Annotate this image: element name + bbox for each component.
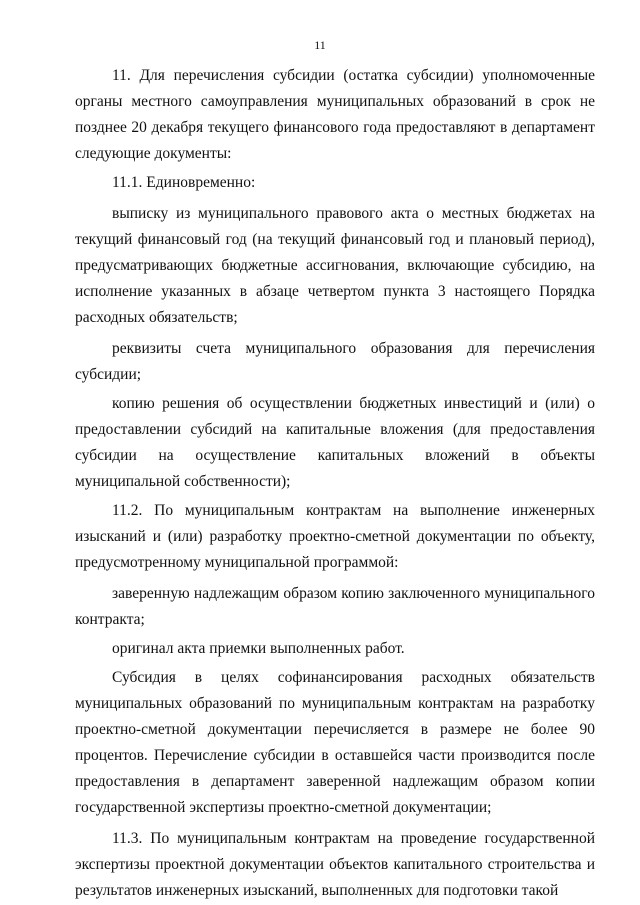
paragraph-11: 11. Для перечисления субсидии (остатка субсидии) уполномоченные органы местного самоуправления муниципальных образований в срок не позднее 20 декабря текущего финансового года предоставляют в департамент следующие документы: [75, 67, 595, 162]
paragraph-budget-extract: выписку из муниципального правового акта о местных бюджетах на текущий финансовый год (на текущий финансовый год и плановый период), предусматривающих бюджетные ассигнования, включающие субсидию, на исполнение указанных в абзаце четвертом пункта 3 настоящего Порядка расходных обязательств; [75, 205, 595, 326]
document-body [75, 63, 595, 904]
page-number: 11 [314, 38, 326, 52]
paragraph-bank-details: реквизиты счета муниципального образования для перечисления субсидии; [75, 340, 595, 383]
paragraph-subsidy-cofinancing: Субсидия в целях софинансирования расходных обязательств муниципальных образований по муниципальным контрактам на разработку проектно-сметной документации перечисляется в размере не более 90 процентов. Перечисление субсидии в оставшейся части производится после предоставления в департамент заверенной надлежащим образом копии государственной экспертизы проектно-сметной документации; [75, 669, 595, 816]
paragraph-contract-copy: заверенную надлежащим образом копию заключенного муниципального контракта; [75, 585, 595, 628]
paragraph-11-2: 11.2. По муниципальным контрактам на выполнение инженерных изысканий и (или) разработку проектно-сметной документации по объекту, предусмотренному муниципальной программой: [75, 502, 595, 571]
paragraph-investment-decision: копию решения об осуществлении бюджетных инвестиций и (или) о предоставлении субсидий на капитальные вложения (для предоставления субсидии на осуществление капитальных вложений в объекты муниципальной собственности); [75, 395, 595, 490]
paragraph-acceptance-act: оригинал акта приемки выполненных работ. [112, 640, 405, 657]
paragraph-11-3: 11.3. По муниципальным контрактам на проведение государственной экспертизы проектной документации объектов капитального строительства и результатов инженерных изысканий, выполненных для подготовки такой [75, 830, 595, 899]
paragraph-11-1-heading: 11.1. Единовременно: [112, 174, 256, 191]
